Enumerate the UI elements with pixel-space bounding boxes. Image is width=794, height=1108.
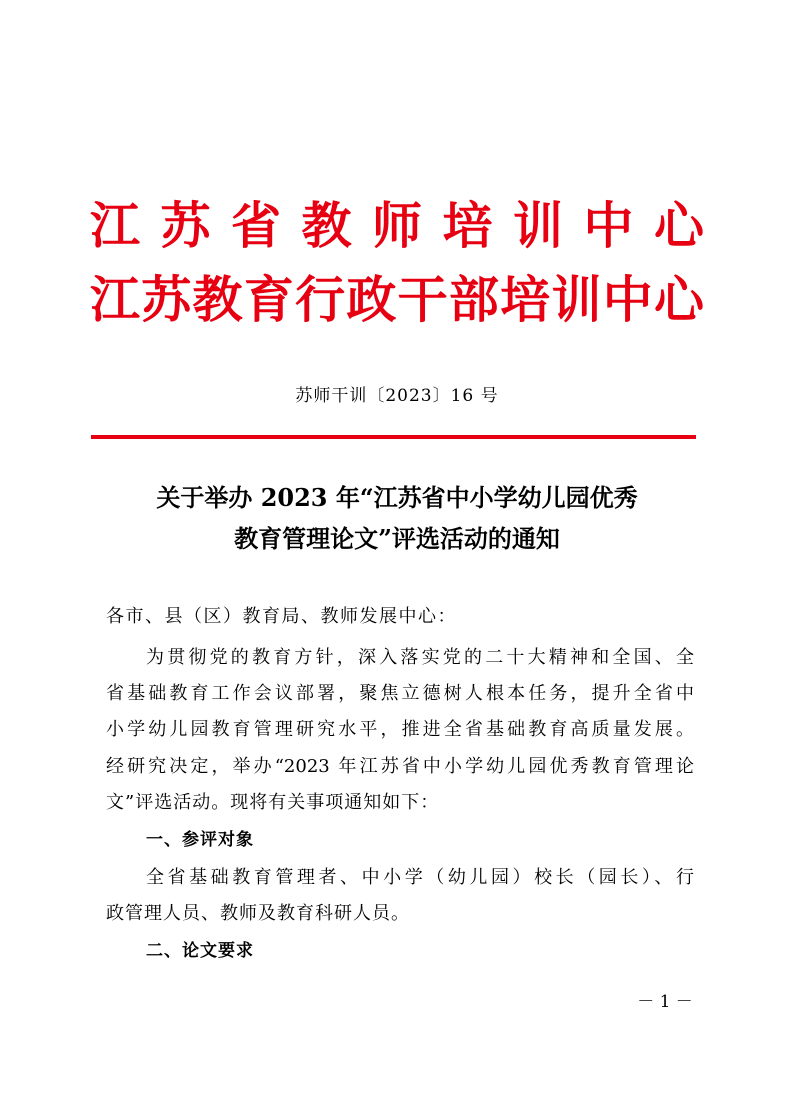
notice-title-line-2: 教育管理论文”评选活动的通知 [234,524,560,553]
paragraph-line: 省基础教育工作会议部署，聚焦立德树人根本任务，提升全省中 [106,683,694,704]
paragraph-line: 政管理人员、教师及教育科研人员。 [106,903,410,924]
notice-title-line-1: 关于举办 2023 年“江苏省中小学幼儿园优秀 [156,483,638,512]
section-heading: 二、论文要求 [146,941,254,961]
paragraph-line: 经研究决定，举办“2023 年江苏省中小学幼儿园优秀教育管理论 [106,756,694,777]
paragraph-line: 文”评选活动。现将有关事项通知如下： [106,792,440,813]
section-heading: 一、参评对象 [146,830,254,850]
paragraph-line: 为贯彻党的教育方针，深入落实党的二十大精神和全国、全 [146,647,694,668]
page-number: － 1 － [637,992,693,1012]
paragraph-line: 小学幼儿园教育管理研究水平，推进全省基础教育高质量发展。 [106,719,694,740]
issuer-header-line-1: 江苏省教师培训中心 [90,197,704,255]
issuer-header-line-2: 江苏教育行政干部培训中心 [90,271,704,329]
document-number: 苏师干训〔2023〕16 号 [295,386,499,406]
salutation: 各市、县（区）教育局、教师发展中心： [106,606,457,627]
paragraph-line: 全省基础教育管理者、中小学（幼儿园）校长（园长）、行 [146,867,694,888]
red-separator-line [91,435,696,439]
